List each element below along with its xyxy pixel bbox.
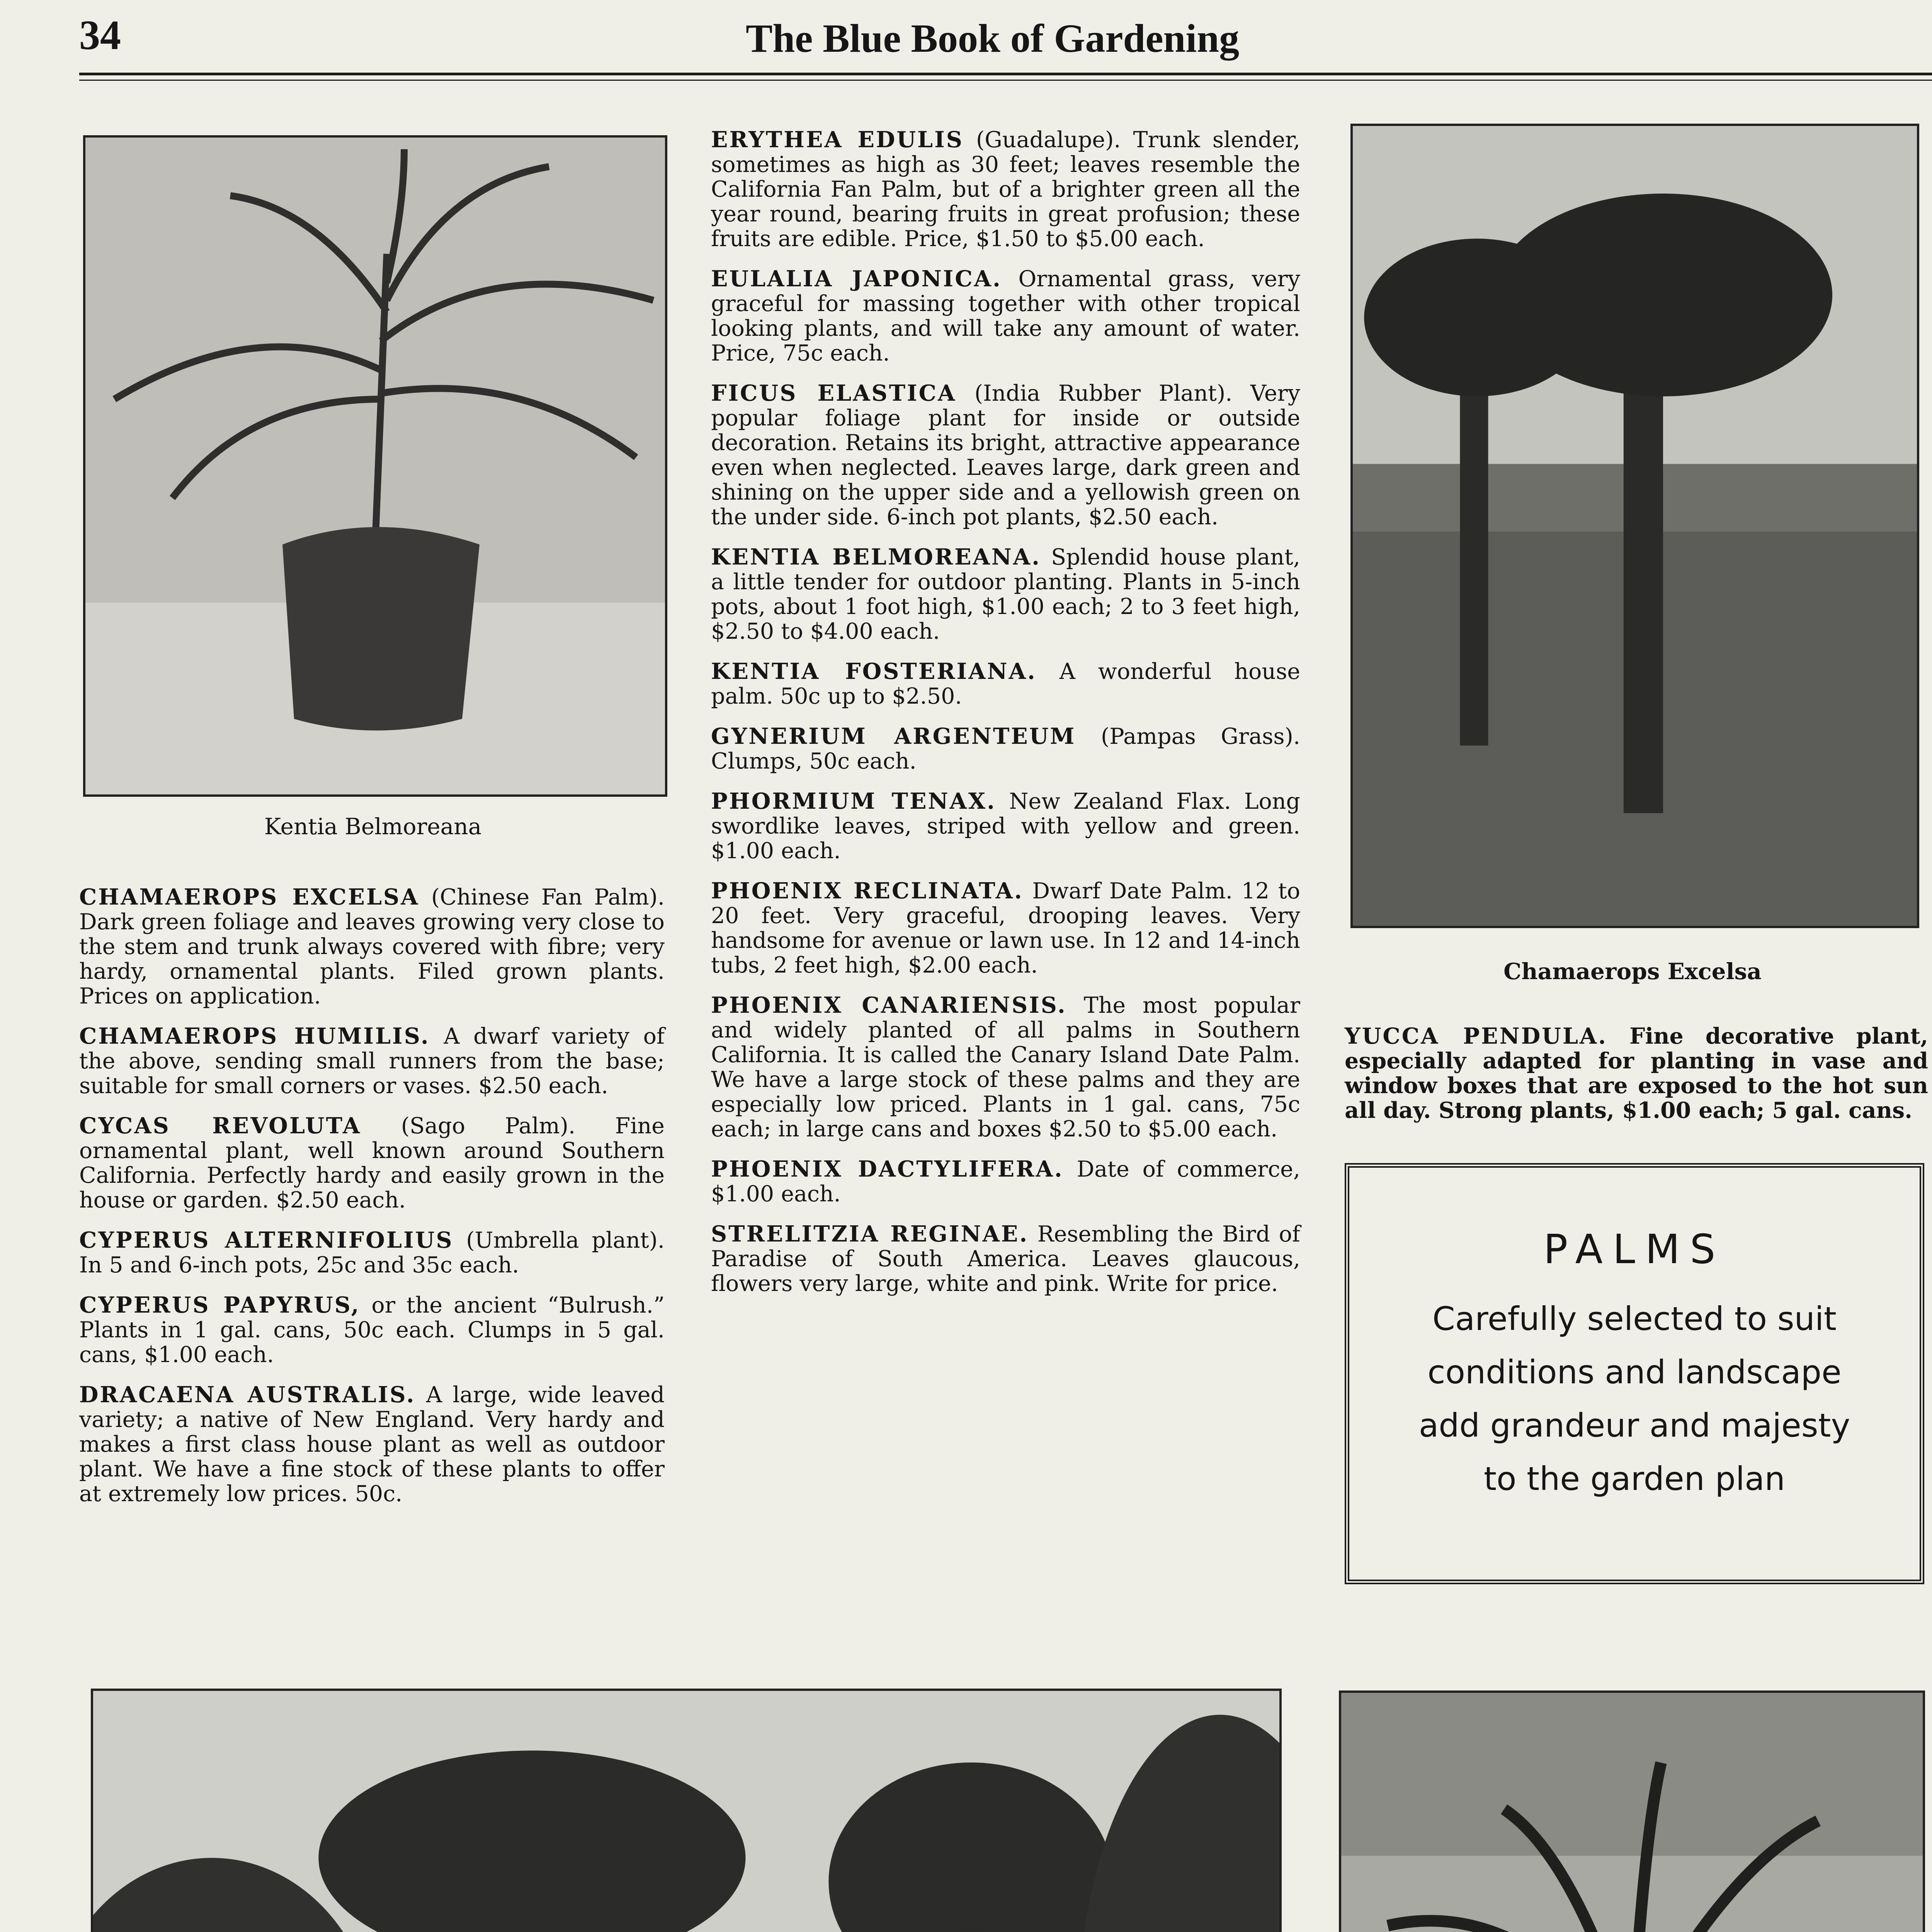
entry-chamaerops-humilis: CHAMAEROPS HUMILIS. A dwarf variety of the above, sending small runners from the base; suitable for small corners or vases. $2.50 each. — [79, 1023, 665, 1099]
palm-group-photo — [91, 1689, 1282, 1932]
page-number: 34 — [79, 12, 121, 58]
cycas-photo — [1339, 1690, 1925, 1932]
chamaerops-photo — [1350, 124, 1919, 928]
header-rule — [79, 73, 1932, 75]
kentia-caption: Kentia Belmoreana — [264, 813, 482, 840]
entry-strelitzia-reginae: STRELITZIA REGINAE. Resembling the Bird of Paradise of South America. Leaves glaucous, flowers very large, white and pink. Write for price. — [711, 1221, 1300, 1296]
entry-cyperus-papyrus: CYPERUS PAPYRUS, or the ancient “Bulrush.” Plants in 1 gal. cans, 50c each. Clumps in 5 gal. cans, $1.00 each. — [79, 1292, 665, 1367]
entry-phoenix-dactylifera: PHOENIX DACTYLIFERA. Date of commerce, $1.00 each. — [711, 1156, 1300, 1207]
entry-yucca-pendula: YUCCA PENDULA. Fine decorative plant, especially adapted for planting in vase and window boxes that are exposed to the hot sun all day. Strong plants, $1.00 each; 5 gal. cans. — [1345, 1023, 1928, 1123]
entry-chamaerops-excelsa: CHAMAEROPS EXCELSA (Chinese Fan Palm). Dark green foliage and leaves growing very close to the stem and trunk always covered with fibre; very hardy, ornamental plants. Filed grown plants. Prices on application. — [79, 884, 665, 1009]
entry-phoenix-canariensis: PHOENIX CANARIENSIS. The most popular and widely planted of all palms in Southern California. It is called the Canary Island Date Palm. We have a large stock of these palms and they are especially low priced. Plants in 1 gal. cans, 75c each; in large cans and boxes $2.50 to $5.00 each. — [711, 992, 1300, 1142]
chamaerops-caption: Chamaerops Excelsa — [1503, 958, 1762, 985]
entry-cycas-revoluta: CYCAS REVOLUTA (Sago Palm). Fine ornamental plant, well known around Southern California. Perfectly hardy and easily grown in the house or garden. $2.50 each. — [79, 1113, 665, 1213]
left-column — [79, 885, 665, 1522]
entry-ficus-elastica: FICUS ELASTICA (India Rubber Plant). Very popular foliage plant for inside or outside decoration. Retains its bright, attractive appearance even when neglected. Leaves large, dark green and shining on the upper side and a yellowish green on the under side. 6-inch pot plants, $2.50 each. — [711, 380, 1301, 530]
entry-dracaena-australis: DRACAENA AUSTRALIS. A large, wide leaved variety; a native of New England. Very hardy and makes a first class house plant as well as outdoor plant. We have a fine stock of these plants to offer at extremely low prices. 50c. — [79, 1382, 665, 1507]
entry-gynerium-argenteum: GYNERIUM ARGENTEUM (Pampas Grass). Clumps, 50c each. — [711, 723, 1300, 774]
entry-cyperus-alternifolius: CYPERUS ALTERNIFOLIUS (Umbrella plant). In 5 and 6-inch pots, 25c and 35c each. — [79, 1227, 665, 1278]
entry-phoenix-reclinata: PHOENIX RECLINATA. Dwarf Date Palm. 12 to 20 feet. Very graceful, drooping leaves. Very handsome for avenue or lawn use. In 12 and 14-inch tubs, 2 feet high, $2.00 each. — [711, 878, 1300, 978]
middle-column — [711, 128, 1300, 1311]
palms-box — [1345, 1163, 1924, 1584]
palms-text: Carefully selected to suit conditions and landscape add grandeur and majesty to the garden plan — [1418, 1300, 1850, 1498]
kentia-photo — [83, 135, 667, 797]
entry-erythea-edulis: ERYTHEA EDULIS (Guadalupe). Trunk slender, sometimes as high as 30 feet; leaves resemble the California Fan Palm, but of a brighter green all the year round, bearing fruits in great profusion; these fruits are edible. Price, $1.50 to $5.00 each. — [711, 127, 1300, 252]
header-rule-thin — [79, 80, 1932, 81]
entry-kentia-belmoreana: KENTIA BELMOREANA. Splendid house plant, a little tender for outdoor planting. Plants in 5-inch pots, about 1 foot high, $1.00 each; 2 to 3 feet high, $2.50 to $4.00 each. — [711, 544, 1300, 644]
running-title: The Blue Book of Gardening — [746, 16, 1240, 61]
entry-eulalia-japonica: EULALIA JAPONICA. Ornamental grass, very graceful for massing together with other tropical looking plants, and will take any amount of water. Price, 75c each. — [711, 266, 1300, 366]
palms-title: PALMS — [1543, 1226, 1726, 1273]
right-upper-column — [1345, 1024, 1928, 1138]
entry-phormium-tenax: PHORMIUM TENAX. New Zealand Flax. Long swordlike leaves, striped with yellow and green. $1.00 each. — [711, 788, 1300, 864]
entry-kentia-fosteriana: KENTIA FOSTERIANA. A wonderful house palm. 50c up to $2.50. — [711, 658, 1300, 709]
